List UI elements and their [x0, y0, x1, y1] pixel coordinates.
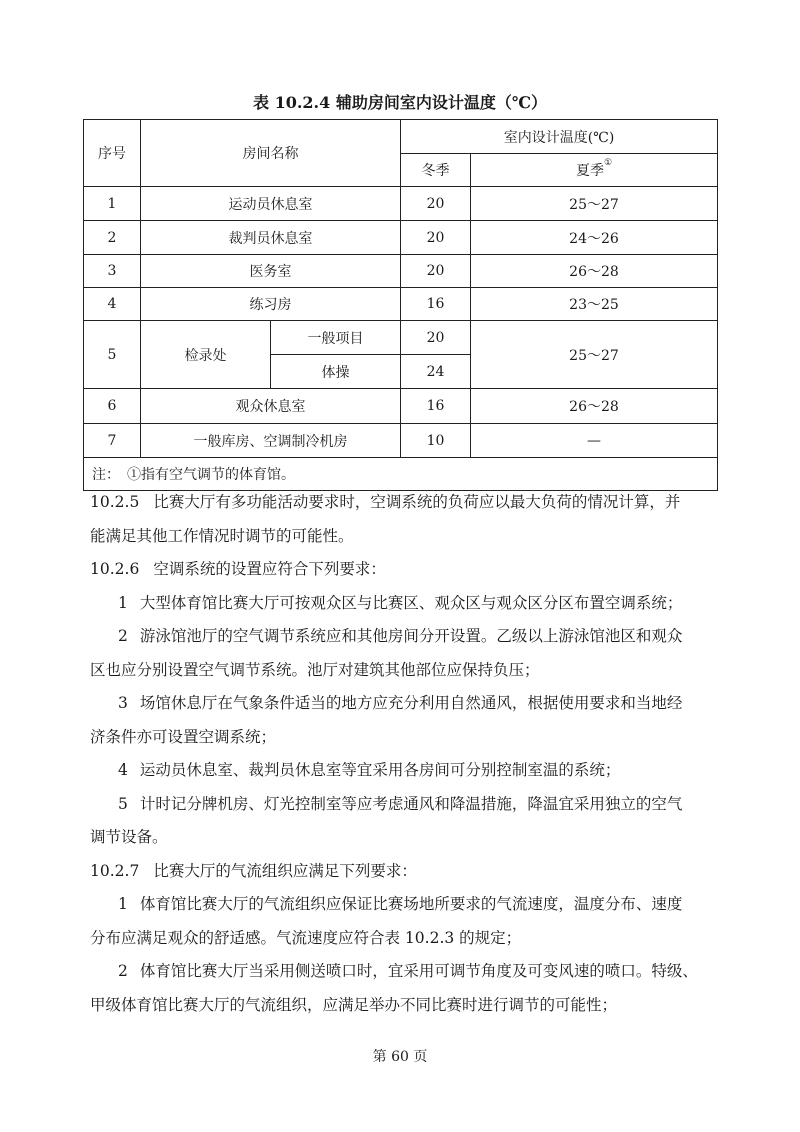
header-winter: 冬季 — [401, 154, 471, 187]
body-text — [90, 486, 720, 1022]
item-number: 2 — [118, 627, 128, 645]
clause-text: 比赛大厅有多功能活动要求时，空调系统的负荷应以最大负荷的情况计算，并 — [153, 493, 681, 511]
clause-number: 10.2.6 — [90, 560, 140, 578]
item-text: 甲级体育馆比赛大厅的气流组织，应满足举办不同比赛时进行调节的可能性； — [90, 995, 618, 1014]
item-text: 大型体育馆比赛大厅可按观众区与比赛区、观众区与观众区分区布置空调系统； — [139, 593, 683, 612]
cell-seq: 4 — [84, 288, 141, 321]
cell-room: 裁判员休息室 — [141, 221, 401, 255]
item-number: 1 — [118, 895, 128, 913]
clause-10-2-7 — [90, 855, 720, 889]
header-design-temp: 室内设计温度(℃) — [401, 120, 718, 154]
list-item — [90, 754, 720, 788]
header-room-name: 房间名称 — [141, 120, 401, 187]
cell-winter: 16 — [401, 288, 471, 321]
cell-summer: 25～27 — [471, 187, 718, 221]
header-summer: 夏季① — [471, 154, 718, 187]
item-text: 调节设备。 — [90, 828, 168, 846]
header-seq: 序号 — [84, 120, 141, 187]
list-item — [90, 687, 720, 721]
item-text: 运动员休息室、裁判员休息室等宜采用各房间可分别控制室温的系统； — [139, 761, 621, 779]
cell-seq: 5 — [84, 321, 141, 389]
item-text: 游泳馆池厅的空气调节系统应和其他房间分开设置。乙级以上游泳馆池区和观众 — [139, 627, 683, 645]
cell-subroom: 一般项目 — [271, 321, 401, 355]
cell-room: 观众休息室 — [141, 389, 401, 424]
cell-seq: 2 — [84, 221, 141, 255]
clause-text: 比赛大厅的气流组织应满足下列要求： — [153, 861, 417, 880]
clause-number: 10.2.7 — [90, 861, 140, 880]
cell-winter: 20 — [401, 187, 471, 221]
cell-winter: 10 — [401, 424, 471, 458]
item-number: 5 — [118, 794, 128, 813]
cell-room: 练习房 — [141, 288, 401, 321]
cell-summer: — — [471, 424, 718, 458]
item-number: 3 — [118, 694, 128, 712]
item-text: 计时记分牌机房、灯光控制室等应考虑通风和降温措施，降温宜采用独立的空气 — [139, 794, 683, 813]
item-number: 2 — [118, 962, 128, 980]
cell-summer: 26～28 — [471, 389, 718, 424]
item-text: 场馆休息厅在气象条件适当的地方应充分利用自然通风，根据使用要求和当地经 — [139, 694, 683, 712]
cell-summer: 25～27 — [471, 321, 718, 389]
item-number: 4 — [118, 761, 128, 779]
cell-subroom: 体操 — [271, 355, 401, 389]
table-title: 表 10.2.4 辅助房间室内设计温度（℃） — [253, 93, 547, 112]
table-row — [84, 389, 718, 424]
cell-room: 一般库房、空调制冷机房 — [141, 424, 401, 458]
table-row — [84, 288, 718, 321]
clause-number: 10.2.5 — [90, 493, 140, 511]
item-text: 分布应满足观众的舒适感。气流速度应符合表 10.2.3 的规定； — [90, 928, 522, 947]
list-item — [90, 587, 720, 621]
cell-winter: 24 — [401, 355, 471, 389]
clause-text: 空调系统的设置应符合下列要求： — [153, 560, 386, 578]
cell-winter: 20 — [401, 221, 471, 255]
cell-summer: 26～28 — [471, 255, 718, 288]
cell-room: 运动员休息室 — [141, 187, 401, 221]
list-item — [90, 788, 720, 822]
item-text: 体育馆比赛大厅的气流组织应保证比赛场地所要求的气流速度，温度分布、速度 — [139, 895, 683, 913]
cell-summer: 23～25 — [471, 288, 718, 321]
list-item — [90, 955, 720, 989]
list-item — [90, 888, 720, 922]
clause-10-2-5 — [90, 486, 720, 520]
item-text: 济条件亦可设置空调系统； — [90, 727, 277, 746]
item-number: 1 — [118, 593, 128, 612]
item-text: 体育馆比赛大厅当采用侧送喷口时，宜采用可调节角度及可变风速的喷口。特级、 — [139, 962, 698, 980]
table-note: 注： ①指有空气调节的体育馆。 — [84, 458, 718, 491]
table-row — [84, 221, 718, 255]
cell-seq: 3 — [84, 255, 141, 288]
table-row — [84, 424, 718, 458]
cell-seq: 7 — [84, 424, 141, 458]
cell-winter: 20 — [401, 321, 471, 355]
cell-room: 检录处 — [141, 321, 271, 389]
table-row — [84, 255, 718, 288]
cell-room: 医务室 — [141, 255, 401, 288]
footnote-mark: ① — [603, 158, 613, 168]
design-temperature-table — [83, 119, 718, 491]
cell-seq: 6 — [84, 389, 141, 424]
clause-text: 能满足其他工作情况时调节的可能性。 — [90, 526, 354, 545]
table-row — [84, 187, 718, 221]
clause-10-2-6 — [90, 553, 720, 587]
page-number: 第 60 页 — [372, 1049, 428, 1065]
list-item — [90, 620, 720, 654]
table-row — [84, 321, 718, 355]
cell-winter: 20 — [401, 255, 471, 288]
cell-summer: 24～26 — [471, 221, 718, 255]
item-text: 区也应分别设置空气调节系统。池厅对建筑其他部位应保持负压； — [90, 660, 540, 679]
cell-winter: 16 — [401, 389, 471, 424]
cell-seq: 1 — [84, 187, 141, 221]
